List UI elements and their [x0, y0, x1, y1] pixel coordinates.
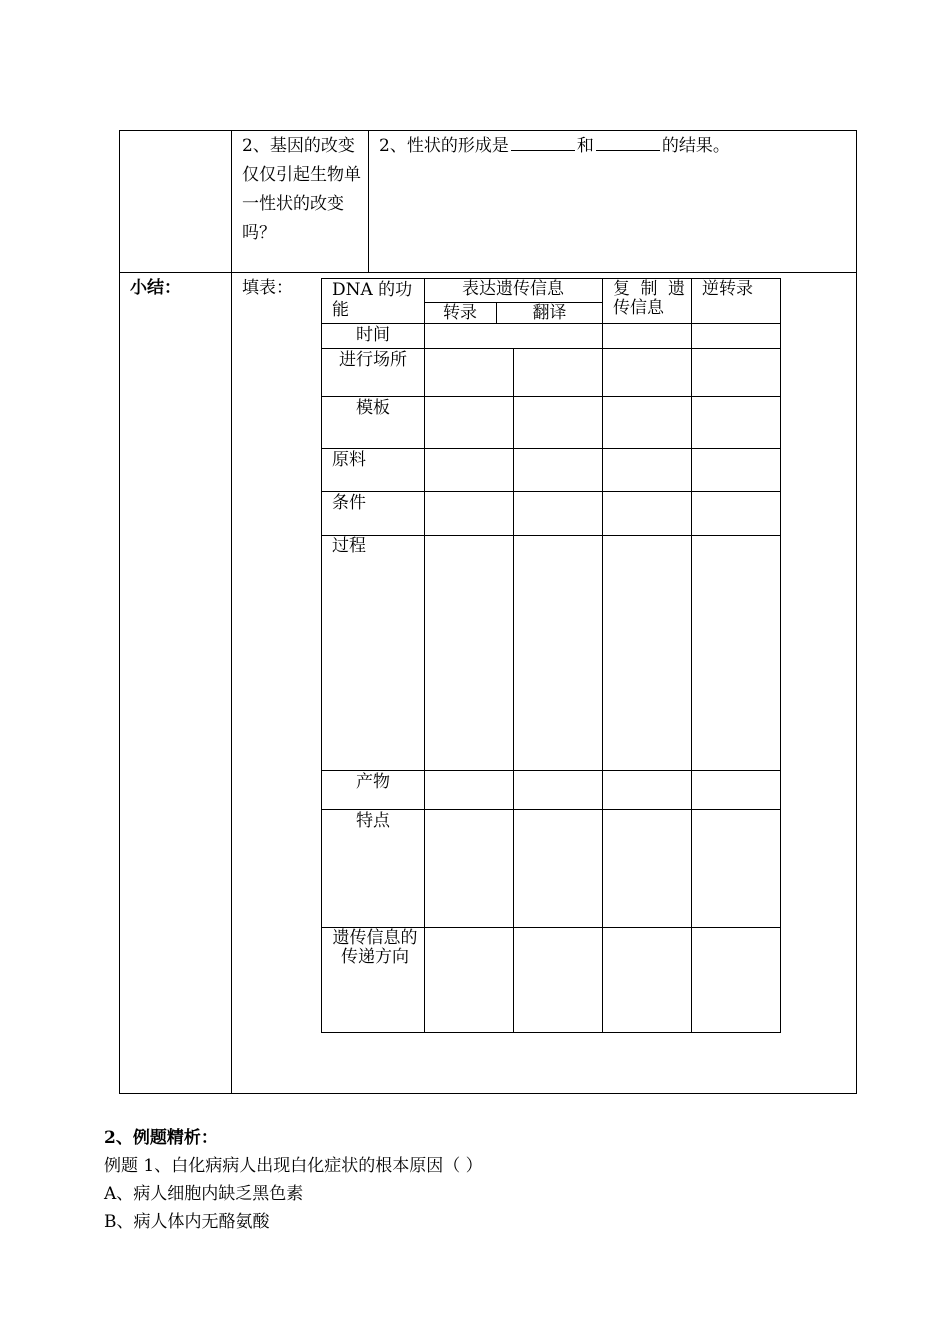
- answer-blank-1[interactable]: [511, 136, 575, 151]
- row-line-process: [321, 770, 781, 771]
- row-label-materials: 原料: [332, 450, 366, 470]
- column-divider-2: [368, 130, 369, 273]
- corner-header: DNA 的功能: [332, 280, 413, 320]
- row-label-features: 特点: [356, 811, 390, 831]
- row-label-direction: 遗传信息的传递方向: [332, 928, 418, 967]
- question-text: 2、基因的改变仅仅引起生物单一性状的改变吗？: [242, 136, 361, 243]
- row-line-time: [321, 348, 781, 349]
- inner-bottom-border: [321, 1032, 781, 1033]
- row-label-template: 模板: [356, 398, 390, 418]
- option-b: B、病人体内无酪氨酸: [104, 1212, 270, 1232]
- inner-col-line-2: [513, 348, 514, 1033]
- row-line-location: [321, 396, 781, 397]
- inner-col-line-1: [424, 278, 425, 1033]
- inner-col-line-3: [602, 278, 603, 1033]
- summary-label: 小结：: [130, 278, 181, 298]
- answer-blank-2[interactable]: [596, 136, 660, 151]
- examples-heading: 2、例题精析：: [104, 1128, 218, 1148]
- header-bottom-line: [321, 323, 781, 324]
- statement-and: 和: [576, 136, 594, 156]
- transcription-header: 转录: [443, 303, 477, 323]
- option-a: A、病人细胞内缺乏黑色素: [104, 1184, 304, 1204]
- fill-table-label: 填表：: [242, 278, 293, 298]
- expression-header: 表达遗传信息: [462, 279, 564, 299]
- inner-col-line-4: [691, 278, 692, 1033]
- row-line-template: [321, 448, 781, 449]
- row-line-materials: [321, 491, 781, 492]
- statement-text: [379, 136, 730, 156]
- row-divider: [119, 272, 857, 273]
- inner-left-border: [321, 278, 322, 1033]
- table-left-border: [119, 130, 120, 1094]
- row-label-location: 进行场所: [339, 350, 407, 370]
- table-top-border: [119, 130, 857, 131]
- replication-header: 复 制 遗 传信息: [613, 279, 685, 318]
- table-right-border: [856, 130, 857, 1094]
- column-divider-1: [231, 130, 232, 1094]
- reverse-transcription-header: 逆转录: [702, 279, 753, 299]
- row-line-conditions: [321, 535, 781, 536]
- inner-right-border: [780, 278, 781, 1033]
- row-label-product: 产物: [356, 772, 390, 792]
- table-bottom-border: [119, 1093, 857, 1094]
- statement-prefix: 2、性状的形成是: [379, 136, 509, 156]
- row-label-time: 时间: [356, 325, 390, 345]
- row-line-product: [321, 809, 781, 810]
- statement-suffix: 的结果。: [661, 136, 730, 156]
- translation-header: 翻译: [532, 303, 567, 323]
- row-label-process: 过程: [332, 536, 366, 556]
- example-question: 例题 1、白化病病人出现白化症状的根本原因（ ）: [104, 1156, 483, 1176]
- row-label-conditions: 条件: [332, 493, 366, 513]
